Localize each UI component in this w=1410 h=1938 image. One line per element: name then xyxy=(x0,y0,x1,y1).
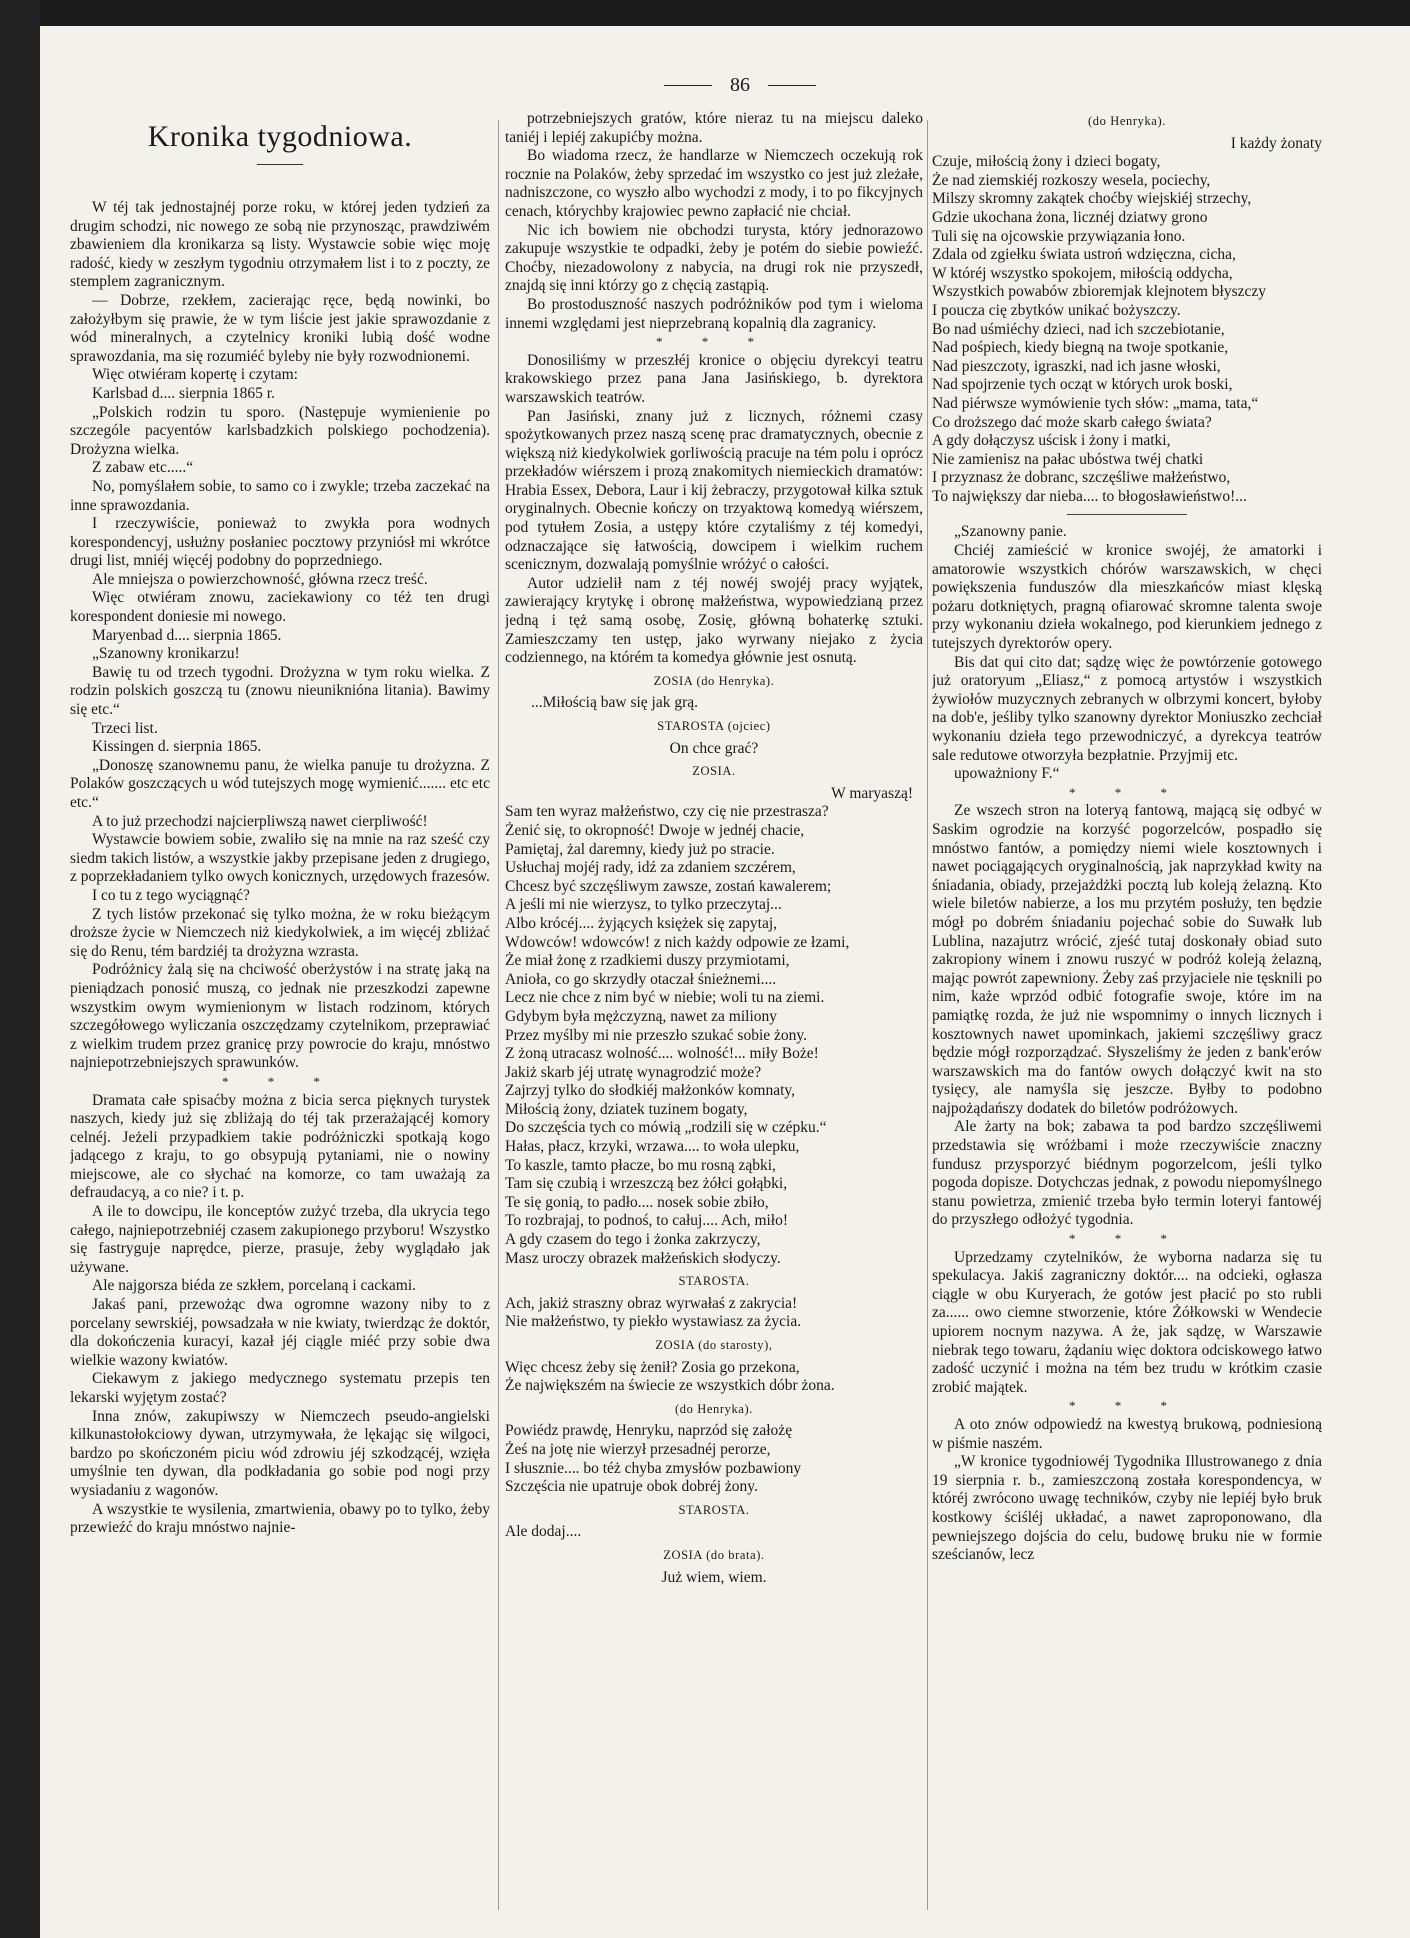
header-rule-left xyxy=(664,85,712,86)
paragraph: „Polskich rodzin tu sporo. (Następuje wymienienie po szczególe pacyentów karlsbadzkich polskiego pochodzenia). Drożyzna wielka. xyxy=(70,403,490,458)
speaker-label: STAROSTA. xyxy=(678,1502,750,1517)
speaker-label: ZOSIA. xyxy=(692,764,736,779)
verse-line: I przyznasz że dobranc, szczęśliwe małżeństwo, xyxy=(932,469,1231,487)
verse-line: I poucza cię zbytków unikać bożyszczy. xyxy=(932,301,1181,319)
verse-line: Hałas, płacz, krzyki, wrzawa.... to woła ulepku, xyxy=(505,1138,800,1156)
verse-line: A gdy czasem do tego i żonka zakrzyczy, xyxy=(505,1231,761,1249)
paragraph: „Szanowny kronikarzu! xyxy=(92,645,240,663)
section-stars: * * * xyxy=(222,1073,338,1089)
verse-line: Pamiętaj, żal daremny, kiedy już po stracie. xyxy=(505,840,775,858)
paragraph: W téj tak jednostajnéj porze roku, w której jeden tydzień za drugim schodzi, nic nowego ze sobą nie przynosząc, prawdziwém zbawieniem dla kronikarza są listy. Wystawcie sobie więc moję radość, kiedy w zeszłym tygodniu otrzymałem list i to z poczty, ze stemplem zagranicznym. xyxy=(70,199,490,291)
paragraph: Ciekawym z jakiego medycznego systematu przepis ten lekarski wyjętym zostać? xyxy=(70,1370,490,1406)
paragraph: Karlsbad d.... sierpnia 1865 r. xyxy=(92,384,275,402)
scan-top-border xyxy=(0,0,1410,26)
section-stars: * * * xyxy=(656,334,772,350)
section-stars: * * * xyxy=(1069,784,1185,800)
verse-line: Bo nad uśmiéchy dzieci, nad ich szczebiotanie, xyxy=(932,320,1225,338)
verse-line: Milszy skromny zakątek choćby wiejskiéj strzechy, xyxy=(932,190,1252,208)
play-line: On chce grać? xyxy=(669,739,759,757)
verse-line: Tam się czubią i wrzeszczą bez żółci gołąbki, xyxy=(505,1175,788,1193)
verse-line: Jakiż skarb jéj utratę wynagrodzić może? xyxy=(505,1063,762,1081)
verse-line: Żenić się, to okropność! Dwoje w jednéj chacie, xyxy=(505,821,805,839)
section-stars: * * * xyxy=(1069,1398,1185,1414)
verse-line: Ach, jakiż straszny obraz wyrwałaś z zakrycia! xyxy=(505,1294,798,1312)
play-verse xyxy=(505,803,923,1268)
paragraph: Bo prostoduszność naszych podróżników pod tym i wieloma innemi względami jest nieprzebraną kopalnią dla zagranicy. xyxy=(505,295,923,332)
paragraph: Ale mniejsza o powierzchowność, główna rzecz treść. xyxy=(92,570,428,588)
speaker-label: (do Henryka). xyxy=(675,1401,753,1416)
paragraph: „Szanowny panie. xyxy=(954,523,1067,541)
paragraph: Kissingen d. sierpnia 1865. xyxy=(92,738,262,756)
speaker-label: ZOSIA (do starosty), xyxy=(655,1338,773,1352)
paragraph: Jakaś pani, przewożąc dwa ogromne wazony niby to z porcelany sewrskiéj, powsadzała w nie kwiaty, twierdząc że doktór, dla dokończenia kuracyi, kazał jéj ciągle miéć przy sobie dwa wielkie wazony kwiatów. xyxy=(70,1296,490,1369)
paragraph: Donosiliśmy w przeszłéj kronice o objęciu dyrekcyi teatru krakowskiego przez pana Jana Jasińskiego, b. dyrektora warszawskich teatrów. xyxy=(505,351,923,406)
verse-line: Nie małżeństwo, ty piekło wystawiasz za życia. xyxy=(505,1313,802,1331)
page-number: 86 xyxy=(730,73,750,96)
play-line: ...Miłością baw się jak grą. xyxy=(531,694,699,712)
verse-line: Anioła, co go skrzydły otaczał śnieżnemi.... xyxy=(505,970,777,988)
verse-line: Wdowców! wdowców! z nich każdy odpowie ze łzami, xyxy=(505,933,850,951)
verse-line: Gdybym była mężczyzną, nawet za miliony xyxy=(505,1007,778,1025)
verse-line: Zdala od zgiełku świata ustroń wdzięczna, cicha, xyxy=(932,246,1236,264)
verse-line: Wszystkich powabów zbioremjak klejnotem błyszczy xyxy=(932,283,1267,301)
play-verse xyxy=(932,153,1322,506)
paragraph: Nic ich bowiem nie obchodzi turysta, który jednorazowo zakupuje wszystkie te odpadki, żeby je potém do siebie powieźć. Choćby, niezadowolony z nabycia, na drugi rok nie przyszedł, znajdą się inni którzy go z chęcią zastąpią. xyxy=(505,221,923,295)
paragraph: Więc otwiéram kopertę i czytam: xyxy=(92,366,298,384)
paragraph: A oto znów odpowiedź na kwestyą brukową, podniesioną w piśmie naszém. xyxy=(932,1415,1322,1452)
paragraph: I co tu z tego wyciągnąć? xyxy=(92,886,250,904)
verse-line: Przez myślby mi nie przeszło szukać sobie żony. xyxy=(505,1026,808,1044)
paragraph: A ile to dowcipu, ile konceptów zużyć trzeba, dla ukrycia tego całego, najniepotrzebniéj czasem zakupionego przyboru! Wszystko się fastryguje naprędce, pierze, prasuje, żeby wyglądało jak używane. xyxy=(70,1203,490,1276)
speaker-label: (do Henryka). xyxy=(1088,114,1166,128)
paragraph: Bo wiadoma rzecz, że handlarze w Niemczech oczekują rok rocznie na Polaków, żeby sprzedać im wszystko co jest już zleżałe, nadniszczone, co wyszło albo wychodzi z mody, i to po fikcyjnych cenach, którychby krajowiec pewno zapłacić nie chciał. xyxy=(505,147,923,220)
speaker-label: STAROSTA. xyxy=(678,1274,750,1289)
paragraph: Maryenbad d.... sierpnia 1865. xyxy=(92,626,282,644)
verse-line: Gdzie ukochana żona, licznéj dziatwy grono xyxy=(932,208,1208,226)
verse-line: Że nad ziemskiéj rozkoszy wesela, pociechy, xyxy=(932,171,1211,189)
play-verse xyxy=(505,1359,923,1396)
verse-line: Zajrzyj tylko do słodkiéj małżonków komnaty, xyxy=(505,1082,795,1100)
column-2-body xyxy=(505,110,923,668)
title-rule xyxy=(257,164,303,165)
column-3 xyxy=(932,110,1322,1920)
play-line: W maryaszą! xyxy=(831,784,913,802)
verse-line: Do szczęścia tych co mówią „rodzili się w czépku.“ xyxy=(505,1119,827,1137)
verse-line: Żeś na jotę nie wierzył przesadnéj perorze, xyxy=(505,1440,771,1458)
scan-left-border xyxy=(0,0,40,1938)
verse-line: Co droższego dać może skarb całego świata? xyxy=(932,413,1212,431)
play-verse xyxy=(505,1422,923,1496)
column-divider xyxy=(498,120,499,1910)
paragraph: Z zabaw etc.....“ xyxy=(92,459,194,477)
paragraph: No, pomyślałem sobie, to samo co i zwykle; trzeba zaczekać na inne sprawozdania. xyxy=(70,477,490,514)
paragraph: Bis dat qui cito dat; sądzę więc że powtórzenie gotowego już oratoryum „Eliasz,“ z pomocą artystów i wszystkich żywiołów muzycznych zebranych w olbrzymi koncert, byłoby na dob'e, jeśliby tylko szanowny dyrektor Moniuszko zechciał wykonaniu dzieła tego przewodniczyć, a dyrekcya teatrów sale redutowe otworzyła bezpłatnie. Przyjmij etc. xyxy=(932,653,1322,764)
verse-line: Powiédz prawdę, Henryku, naprzód się założę xyxy=(505,1422,793,1440)
paragraph: I rzeczywiście, ponieważ to zwykła pora wodnych korespondencyj, usłużny posłaniec pocztowy przyniósł mi wkrótce drugi list, mniéj więcéj podobny do poprzedniego. xyxy=(70,515,490,570)
verse-line: Te się gonią, to padło.... nosek sobie zbiło, xyxy=(505,1193,769,1211)
paragraph: — Dobrze, rzekłem, zacierając ręce, będą nowinki, bo założyłbym się prawie, że w tym liście jest jakie sprawozdanie z wód mineralnych, a czytelnicy kroniki lubią dość wodne sprawozdania, ma się rozumiéć byleby nie były rozwodnionemi. xyxy=(70,291,490,365)
column-1-body xyxy=(70,199,490,1538)
paragraph: „Donoszę szanownemu panu, że wielka panuje tu drożyzna. Z Polaków goszczących u wód tutejszych mogę wymienić....... etc etc etc.“ xyxy=(70,756,490,811)
speaker-label: ZOSIA (do Henryka). xyxy=(653,673,775,688)
verse-line: Że największém na świecie ze wszystkich dóbr żona. xyxy=(505,1377,835,1395)
paragraph: Inna znów, zakupiwszy w Niemczech pseudo-angielski kilkunastołokciowy dywan, utrzymywała, że lękając się wilgoci, bardzo po skończoném piciu wód zdrowiu jéj szkodzącéj, wzięła umyślnie ten dywan, dla podkładania go sobie pod nogi przy wysiadaniu z wagonów. xyxy=(70,1407,490,1499)
play-verse xyxy=(505,1295,923,1332)
verse-line: Z żoną utracasz wolność.... wolność!... miły Boże! xyxy=(505,1045,819,1063)
column-1 xyxy=(70,110,490,1920)
paragraph: A wszystkie te wysilenia, zmartwienia, obawy po to tylko, żeby przewieźć do kraju mnóstwo najnie- xyxy=(70,1500,490,1537)
verse-line: Szczęścia nie upatruje obok dobréj żony. xyxy=(505,1478,758,1496)
paragraph: Chciéj zamieścić w kronice swojéj, że amatorki i amatorowie wszystkich chórów warszawskich, w chęci powiększenia funduszów dla mieszkańców miast klęską pożaru dotkniętych, pragną ofiarować skromne talenta swoje przy wykonaniu dzieła wokalnego, pod kierunkiem jednego z tutejszych dyrektorów opery. xyxy=(932,542,1322,653)
verse-line: To kaszle, tamto płacze, bo mu rosną ząbki, xyxy=(505,1156,776,1174)
verse-line: Nad spojrzenie tych ocząt w których urok boski, xyxy=(932,376,1233,394)
verse-line: Usłuchaj mojéj rady, idź za zdaniem szczérem, xyxy=(505,859,796,877)
verse-line: Masz uroczy obrazek małżeńskich słodyczy. xyxy=(505,1249,781,1267)
header-rule-right xyxy=(768,85,816,86)
paragraph: Ze wszech stron na loteryą fantową, mającą się odbyć w Saskim ogrodzie na korzyść pogorzelców, pospadło się mnóstwo fantów, a pomiędzy niemi wiele kosztownych i nawet pociągających oryginalnością, jak naprzykład kwity na śniadania, obiady, przejażdżki pocztą lub koleją żelazną. Kto wiele biletów nabierze, a los mu przytém posłuży, ten będzie mógł po dobrém śniadaniu pojechać sobie do Suwałk lub Lublina, nazajutrz wrócić, zjeść tutaj doskonały obiad suto zakropiony winem i znowu ruszyć w podróż koleją żelazną, mając powrót zapewniony. Żeby zaś przyjaciele nie tęsknili po nim, każe wprzód odbić fotografie swoje, które im na pamiątkę rozda, że już nie wspomnimy o innych licznych i kosztownych nawet upominkach, jakiemi szczęśliwy gracz będzie mógł rozporządzać. Słyszeliśmy że jeden z bank'erów warszawskich ma do fantów owych dołączyć kwit na sto tysięcy, ale namyśla się jeszcze. Byłby to podobno najpożądańszy dodatek do biletów podróżowych. xyxy=(932,802,1322,1117)
verse-line: Sam ten wyraz małżeństwo, czy cię nie przestrasza? xyxy=(505,803,829,821)
verse-line: Nad pośpiech, kiedy biegną na twoje spotkanie, xyxy=(932,339,1229,357)
verse-line: A jeśli mi nie wierzysz, to tylko przeczytaj... xyxy=(505,896,782,914)
paragraph: Trzeci list. xyxy=(92,719,158,737)
verse-line: Nad piérwsze wymówienie tych słów: „mama, tata,“ xyxy=(932,394,1259,412)
paragraph: Bawię tu od trzech tygodni. Drożyzna w tym roku wielka. Z rodzin polskich goszczą tu (znowu nieuniknióna litania). Bawimy się etc.“ xyxy=(70,663,490,719)
paragraph: potrzebniejszych gratów, które nieraz tu na miejscu daleko taniéj i lepiéj zakupićby można. xyxy=(505,110,923,146)
column-2 xyxy=(505,110,923,1920)
paragraph: Autor udzielił nam z téj nowéj swojéj pracy wyjątek, zawierający krytykę i obronę małżeństwa, wypowiedzianą przez jedną i tęż samą osobę, Zosię, główną bohaterkę sztuki. Zamieszczamy ten ustęp, jako wyrwany niejako z życia codziennego, na którém ta komedya głównie jest osnutą. xyxy=(505,574,923,667)
verse-line: Czuje, miłością żony i dzieci bogaty, xyxy=(932,153,1161,171)
verse-line: To największy dar nieba.... to błogosławieństwo!... xyxy=(932,487,1247,505)
play-line: Już wiem, wiem. xyxy=(661,1568,767,1586)
paragraph: Więc otwiéram znowu, zaciekawiony co téż ten drugi korespondent doniesie mi nowego. xyxy=(70,589,490,626)
paragraph: Ale żarty na bok; zabawa ta pod bardzo szczęśliwemi przedstawia się wróżbami i może rzeczywiście znaczny fundusz przysporzyć biédnym pogorzelcom, jeśli tylko pogoda dopisze. Dotychczas jednak, z powodu niepomyślnego stanu powietrza, zmienić trzeba było termin loteryi fantowéj do przyszłego odłożyć tygodnia. xyxy=(932,1118,1322,1229)
paragraph: „W kronice tygodniowéj Tygodnika Illustrowanego z dnia 19 sierpnia r. b., zamieszczoną została korespondencya, w któréj zwrócono uwagę techników, czyby nie lepiéj było bruk kostkowy ściśléj układać, a nawet zaproponowano, dla pewniejszego dojścia do celu, budowę bruku nie w formie sześcianów, lecz xyxy=(932,1453,1322,1564)
paragraph: Wystawcie bowiem sobie, zwaliło się na mnie na raz sześć czy siedm takich listów, a wszystkie jakby przepisane jeden z drugiego, z poprzekładaniem tylko owych konicznych, urzędowych frazesów. xyxy=(70,831,490,886)
paragraph: Dramata całe spisaćby można z bicia serca pięknych turystek naszych, kiedy już się zbliżają do téj tak przerażającéj komory celnéj. Jeżeli przypadkiem takie podróżniczki spotkają kogo jadącego z kraju, to go obsypują pytaniami, nie o nowiny miejscowe, ale co słychać na komorze, co tam uważają za defraudacyą, a co nie? i t. p. xyxy=(70,1091,490,1202)
column-3-body xyxy=(932,523,1322,1564)
paragraph: Podróżnicy żalą się na chciwość oberżystów i na stratę jaką na pieniądzach ponosić muszą, co jednak nie przeszkodzi zapewne wszystkim owym wymienionym w listach rodzinom, których szczegółowego wyliczania oszczędzamy czytelnikom, przeprawiać z wielkim trudem przez granicę przy powrocie do kraju, mnóstwo najniepotrzebniejszych sprawunków. xyxy=(70,961,490,1072)
verse-line: A gdy dołączysz uścisk i żony i matki, xyxy=(932,432,1171,450)
paragraph: Pan Jasiński, znany już z licznych, różnemi czasy spożytkowanych przez naszą scenę prac dramatycznych, obecnie z większą niż kiedykolwiek gorliwością pracuje na tém polu i oprócz przekładów wiérszem i prozą znakomitych niemieckich dramatów: Hrabia Essex, Debora, Laur i kij żebraczy, przygotował kilka sztuk oryginalnych. Obecnie kończy on trzyaktową komedyą wiérszem, pod tytułem Zosia, a ustępy które czytaliśmy z téj komedyi, odznaczające się łatwością, dowcipem i wielkim ruchem scenicznym, dozwalają pomyślnie wróżyć o całości. xyxy=(505,407,923,574)
verse-line: Nad pieszczoty, igraszki, nad ich jasne włoski, xyxy=(932,357,1221,375)
verse-line: Więc chcesz żeby się żenił? Zosia go przekona, xyxy=(505,1358,800,1376)
verse-line: Nie zamienisz na pałac ubóstwa twéj chatki xyxy=(932,450,1204,468)
play-line: I każdy żonaty xyxy=(1230,134,1322,152)
verse-line: Miłością żony, dziatek tuzinem bogaty, xyxy=(505,1100,748,1118)
column-divider xyxy=(927,120,928,1910)
speaker-label: ZOSIA (do brata). xyxy=(663,1547,765,1562)
verse-line: Tuli się na ojcowskie przywiązania łono. xyxy=(932,227,1186,245)
article-title: Kronika tygodniowa. xyxy=(147,120,413,153)
section-divider xyxy=(1067,514,1187,515)
paragraph: Z tych listów przekonać się tylko można, że w roku bieżącym droższe życie w Niemczech niż kiedykolwiek, a im więcéj zbliżać się do Renu, tém bardziéj ta drożyzna wzrasta. xyxy=(70,905,490,960)
verse-line: Albo krócéj.... żyjących księżek się zapytaj, xyxy=(505,914,777,932)
verse-line: W któréj wszystko spokojem, miłością oddycha, xyxy=(932,264,1233,282)
verse-line: Chcesz być szczęśliwym zawsze, zostań kawalerem; xyxy=(505,877,832,895)
verse-line: Lecz nie chce z nim być w niebie; woli tu na ziemi. xyxy=(505,989,825,1007)
paragraph: Ale najgorsza biéda ze szkłem, porcelaną i cackami. xyxy=(92,1277,417,1295)
verse-line: Że miał żonę z rzadkiemi duszy przymiotami, xyxy=(505,952,790,970)
speaker-label: STAROSTA (ojciec) xyxy=(657,719,771,733)
page-header xyxy=(600,72,880,98)
paragraph: A to już przechodzi najcierpliwszą nawet cierpliwość! xyxy=(92,812,428,830)
verse-line: I słusznie.... bo téż chyba zmysłów pozbawiony xyxy=(505,1459,802,1477)
verse-line: To rozbrajaj, to podnoś, to całuj.... Ach, miło! xyxy=(505,1212,789,1230)
paragraph: upoważniony F.“ xyxy=(954,765,1060,783)
play-line: Ale dodaj.... xyxy=(505,1523,582,1541)
section-stars: * * * xyxy=(1069,1231,1185,1247)
paragraph: Uprzedzamy czytelników, że wyborna nadarza się tu spekulacya. Jakiś zagraniczny doktór.... na odcieki, ogłasza ciągle w obu Kuryerach, że gotów jest płacić po sto rubli za...... owo ciemne stworzenie, które Żółkowski w Wendecie upiorem nocnym nazywa. A że, jak sądzę, w Warszawie niebrak tego towaru, żądaniu więc doktora odciskowego łatwo zadość uczynić i można na tém bez trudu w krótkim czasie zrobić majątek. xyxy=(932,1248,1322,1396)
